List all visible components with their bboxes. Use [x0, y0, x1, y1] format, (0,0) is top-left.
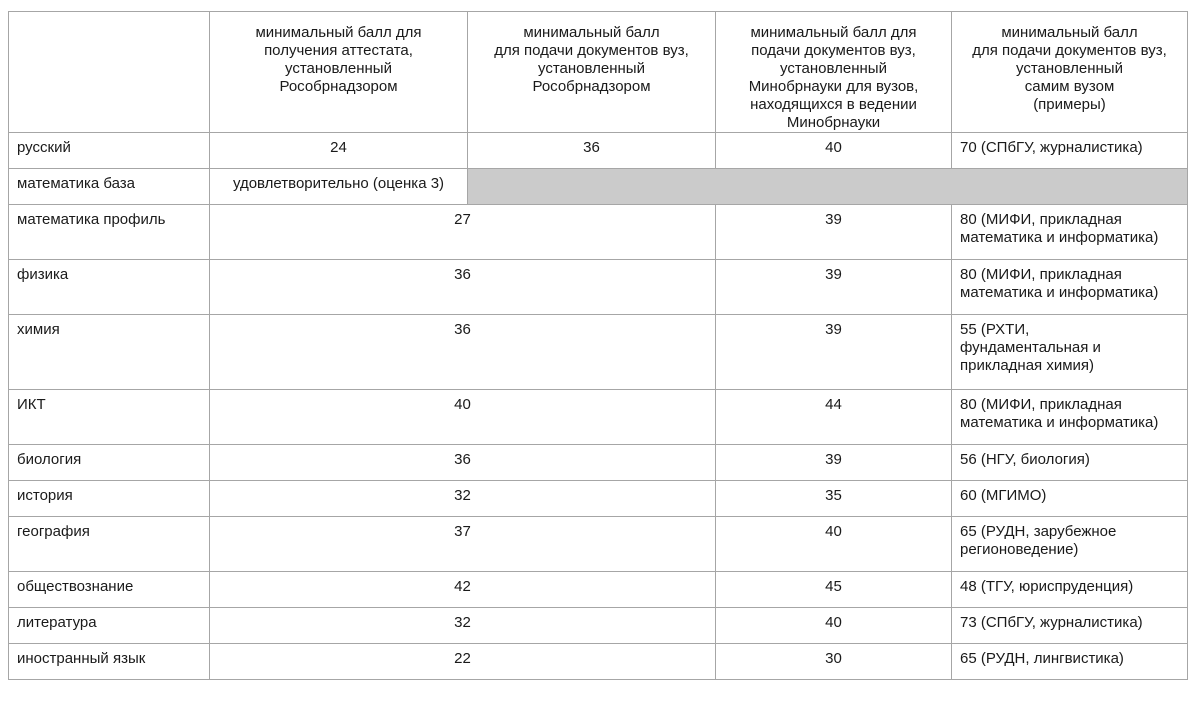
university-example-cell: 80 (МИФИ, прикладная математика и информатика): [952, 260, 1188, 315]
subject-cell: литература: [9, 608, 210, 644]
not-applicable-cell: [468, 169, 1188, 205]
table-row-social-studies: [9, 572, 1188, 608]
subject-cell: обществознание: [9, 572, 210, 608]
minobr-score-cell: 35: [716, 481, 952, 517]
minobr-score-cell: 44: [716, 390, 952, 445]
subject-cell: русский: [9, 133, 210, 169]
rosobr-score-cell: 40: [210, 390, 716, 445]
certificate-score-cell: 24: [210, 133, 468, 169]
rosobr-score-cell: 32: [210, 481, 716, 517]
table-row-russian: [9, 133, 1188, 169]
rosobr-score-cell: 42: [210, 572, 716, 608]
rosobr-score-cell: 37: [210, 517, 716, 572]
minobr-score-cell: 30: [716, 644, 952, 680]
minobr-score-cell: 40: [716, 608, 952, 644]
subject-cell: физика: [9, 260, 210, 315]
certificate-score-cell: удовлетворительно (оценка 3): [210, 169, 468, 205]
subject-cell: география: [9, 517, 210, 572]
rosobr-score-cell: 27: [210, 205, 716, 260]
university-example-cell: 70 (СПбГУ, журналистика): [952, 133, 1188, 169]
header-rosobr-min: минимальный балл для подачи документов вуз, установленный Рособрнадзором: [468, 12, 716, 133]
header-certificate-min: минимальный балл для получения аттестата, установленный Рособрнадзором: [210, 12, 468, 133]
university-example-cell: 48 (ТГУ, юриспруденция): [952, 572, 1188, 608]
university-example-cell: 60 (МГИМО): [952, 481, 1188, 517]
rosobr-score-cell: 36: [468, 133, 716, 169]
table-row-math-profile: [9, 205, 1188, 260]
university-example-cell: 73 (СПбГУ, журналистика): [952, 608, 1188, 644]
subject-cell: ИКТ: [9, 390, 210, 445]
table-row-history: [9, 481, 1188, 517]
university-example-cell: 65 (РУДН, лингвистика): [952, 644, 1188, 680]
university-example-cell: 80 (МИФИ, прикладная математика и информатика): [952, 205, 1188, 260]
table-row-physics: [9, 260, 1188, 315]
table-row-ict: [9, 390, 1188, 445]
minobr-score-cell: 40: [716, 133, 952, 169]
minobr-score-cell: 39: [716, 315, 952, 390]
header-row: [9, 12, 1188, 133]
header-minobr-min: минимальный балл для подачи документов вуз, установленный Минобрнауки для вузов, находящихся в ведении Минобрнауки: [716, 12, 952, 133]
minobr-score-cell: 39: [716, 260, 952, 315]
table-row-math-base: [9, 169, 1188, 205]
rosobr-score-cell: 32: [210, 608, 716, 644]
table-row-chemistry: [9, 315, 1188, 390]
table-row-foreign-language: [9, 644, 1188, 680]
university-example-cell: 55 (РХТИ, фундаментальная и прикладная химия): [952, 315, 1188, 390]
minobr-score-cell: 39: [716, 445, 952, 481]
university-example-cell: 65 (РУДН, зарубежное регионоведение): [952, 517, 1188, 572]
table-row-literature: [9, 608, 1188, 644]
university-example-cell: 56 (НГУ, биология): [952, 445, 1188, 481]
minobr-score-cell: 45: [716, 572, 952, 608]
subject-cell: иностранный язык: [9, 644, 210, 680]
rosobr-score-cell: 36: [210, 260, 716, 315]
minobr-score-cell: 39: [716, 205, 952, 260]
university-example-cell: 80 (МИФИ, прикладная математика и информатика): [952, 390, 1188, 445]
header-subject: [9, 12, 210, 133]
rosobr-score-cell: 36: [210, 445, 716, 481]
subject-cell: математика база: [9, 169, 210, 205]
header-university-min: минимальный балл для подачи документов вуз, установленный самим вузом (примеры): [952, 12, 1188, 133]
table-row-biology: [9, 445, 1188, 481]
subject-cell: химия: [9, 315, 210, 390]
subject-cell: математика профиль: [9, 205, 210, 260]
score-table: [8, 11, 1188, 680]
rosobr-score-cell: 36: [210, 315, 716, 390]
rosobr-score-cell: 22: [210, 644, 716, 680]
table-row-geography: [9, 517, 1188, 572]
subject-cell: биология: [9, 445, 210, 481]
subject-cell: история: [9, 481, 210, 517]
minobr-score-cell: 40: [716, 517, 952, 572]
